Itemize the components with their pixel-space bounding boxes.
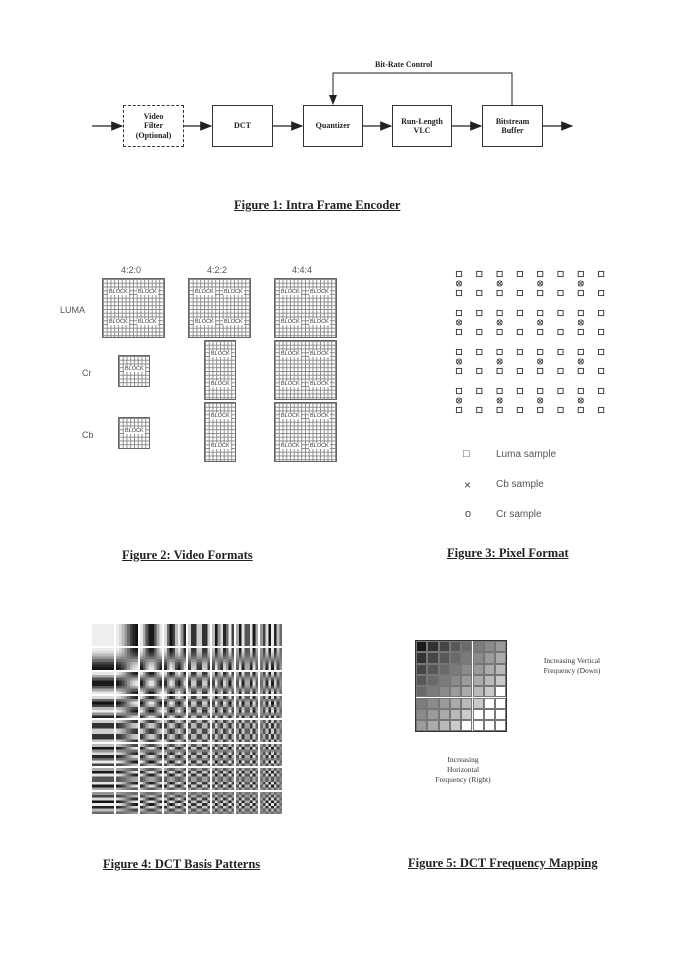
horizontal-frequency-label: Increasing Horizontal Frequency (Right) (435, 755, 491, 784)
dct-basis-tile (260, 720, 282, 742)
luma-sample-marker (578, 271, 583, 276)
frequency-cell (450, 664, 461, 675)
luma-sample-marker (456, 349, 461, 354)
dct-basis-tile (116, 672, 138, 694)
cr-422-grid (204, 340, 236, 400)
dct-basis-pattern-grid (92, 624, 284, 818)
block-label: BLOCK (281, 381, 300, 387)
figure-1-caption: Figure 1: Intra Frame Encoder (234, 198, 401, 212)
frequency-cell (416, 652, 427, 663)
luma-sample-marker (517, 329, 522, 334)
luma-sample-marker (599, 388, 604, 393)
luma-sample-marker (599, 290, 604, 295)
pixel-sample-grid (440, 260, 620, 420)
cr-legend-label: Cr sample (496, 509, 542, 520)
block-label: BLOCK (125, 366, 144, 372)
bitstream-buffer-block: Bitstream Buffer (482, 105, 543, 147)
frequency-cell (495, 686, 506, 697)
block-label: BLOCK (211, 381, 230, 387)
frequency-cell (461, 652, 472, 663)
chroma-sample-marker (538, 359, 543, 364)
cb-444-grid (274, 402, 337, 462)
chroma-sample-marker (497, 320, 502, 325)
frequency-cell (461, 686, 472, 697)
frequency-cell (450, 709, 461, 720)
cb-422-grid (204, 402, 236, 462)
luma-sample-marker (517, 349, 522, 354)
frequency-cell (495, 698, 506, 709)
dct-basis-tile (116, 744, 138, 766)
bit-rate-feedback-arrow (333, 73, 512, 106)
dct-basis-tile (188, 648, 210, 670)
luma-sample-marker (578, 388, 583, 393)
block-label: BLOCK (195, 289, 214, 295)
block-label: BLOCK (310, 413, 329, 419)
luma-sample-marker (599, 407, 604, 412)
frequency-cell (473, 720, 484, 731)
luma-sample-marker (497, 271, 502, 276)
row-label-luma: LUMA (60, 305, 86, 315)
luma-sample-marker (497, 368, 502, 373)
video-filter-block: Video Filter (Optional) (123, 105, 184, 147)
dct-basis-tile (188, 744, 210, 766)
luma-444-grid (274, 278, 337, 338)
luma-sample-marker (477, 407, 482, 412)
frequency-cell (484, 641, 495, 652)
luma-sample-marker (477, 388, 482, 393)
luma-sample-marker (599, 329, 604, 334)
block-label: BLOCK (138, 319, 157, 325)
frequency-cell (439, 664, 450, 675)
luma-sample-marker (578, 329, 583, 334)
block-label: BLOCK (211, 443, 230, 449)
luma-sample-marker (538, 271, 543, 276)
frequency-cell (427, 698, 438, 709)
quantizer-block: Quantizer (303, 105, 363, 147)
luma-sample-marker (578, 407, 583, 412)
row-label-cb: Cb (82, 430, 94, 440)
block-label: BLOCK (281, 351, 300, 357)
luma-sample-marker (517, 407, 522, 412)
luma-sample-marker (538, 407, 543, 412)
luma-sample-marker (538, 349, 543, 354)
frequency-cell (484, 686, 495, 697)
frequency-cell (484, 720, 495, 731)
frequency-cell (439, 652, 450, 663)
frequency-cell (484, 675, 495, 686)
luma-sample-marker (456, 329, 461, 334)
luma-sample-marker (456, 368, 461, 373)
dct-basis-tile (92, 792, 114, 814)
luma-sample-marker (558, 388, 563, 393)
dct-basis-tile (92, 672, 114, 694)
dct-basis-tile (140, 672, 162, 694)
luma-sample-marker (456, 290, 461, 295)
luma-sample-marker (477, 349, 482, 354)
luma-sample-marker (497, 388, 502, 393)
luma-sample-marker (517, 271, 522, 276)
dct-basis-tile (236, 696, 258, 718)
frequency-cell (427, 720, 438, 731)
chroma-sample-marker (497, 281, 502, 286)
cr-444-grid (274, 340, 337, 400)
frequency-cell (473, 675, 484, 686)
frequency-cell (495, 709, 506, 720)
figure-4-caption: Figure 4: DCT Basis Patterns (103, 857, 261, 871)
frequency-cell (473, 698, 484, 709)
luma-sample-marker (558, 407, 563, 412)
luma-sample-marker (517, 310, 522, 315)
frequency-cell (427, 686, 438, 697)
dct-basis-tile (116, 648, 138, 670)
block-label: BLOCK (310, 319, 329, 325)
frequency-cell (461, 698, 472, 709)
block-label: BLOCK (211, 351, 230, 357)
luma-sample-marker (558, 329, 563, 334)
frequency-cell (473, 652, 484, 663)
chroma-sample-marker (578, 320, 583, 325)
frequency-cell (461, 720, 472, 731)
luma-sample-marker (456, 310, 461, 315)
frequency-cell (473, 686, 484, 697)
luma-sample-marker (538, 310, 543, 315)
dct-basis-tile (260, 768, 282, 790)
frequency-cell (416, 641, 427, 652)
luma-sample-marker (456, 407, 461, 412)
dct-basis-tile (164, 744, 186, 766)
dct-basis-tile (140, 792, 162, 814)
frequency-cell (495, 664, 506, 675)
luma-422-grid (188, 278, 251, 338)
dct-basis-tile (116, 624, 138, 646)
chroma-sample-marker (497, 398, 502, 403)
frequency-cell (427, 652, 438, 663)
figure-5-caption: Figure 5: DCT Frequency Mapping (408, 856, 598, 870)
luma-sample-marker (477, 368, 482, 373)
dct-basis-tile (92, 624, 114, 646)
luma-sample-marker (517, 388, 522, 393)
block-label: BLOCK (195, 319, 214, 325)
run-length-vlc-block: Run-Length VLC (392, 105, 452, 147)
luma-sample-marker (477, 310, 482, 315)
frequency-cell (450, 652, 461, 663)
frequency-cell (439, 686, 450, 697)
dct-basis-tile (188, 792, 210, 814)
dct-basis-tile (236, 624, 258, 646)
dct-basis-tile (212, 624, 234, 646)
luma-sample-marker (497, 290, 502, 295)
dct-basis-tile (92, 696, 114, 718)
block-label: BLOCK (310, 351, 329, 357)
frequency-cell (484, 652, 495, 663)
figure-3-caption: Figure 3: Pixel Format (447, 546, 569, 560)
luma-sample-marker (477, 290, 482, 295)
frequency-cell (439, 641, 450, 652)
block-label: BLOCK (310, 289, 329, 295)
frequency-cell (416, 675, 427, 686)
dct-basis-tile (140, 648, 162, 670)
block-label: BLOCK (224, 319, 243, 325)
dct-basis-tile (116, 792, 138, 814)
dct-basis-tile (140, 624, 162, 646)
frequency-cell (473, 641, 484, 652)
chroma-sample-marker (538, 398, 543, 403)
frequency-cell (416, 698, 427, 709)
block-label: BLOCK (310, 381, 329, 387)
luma-sample-marker (497, 407, 502, 412)
frequency-cell (461, 641, 472, 652)
frequency-cell (427, 675, 438, 686)
chroma-sample-marker (578, 359, 583, 364)
block-label: BLOCK (310, 443, 329, 449)
luma-sample-marker (599, 310, 604, 315)
dct-basis-tile (188, 696, 210, 718)
luma-sample-marker (578, 368, 583, 373)
dct-basis-tile (188, 672, 210, 694)
luma-sample-marker (599, 349, 604, 354)
format-label-444: 4:4:4 (292, 265, 313, 275)
vertical-frequency-label: Increasing Vertical Frequency (Down) (543, 656, 601, 675)
frequency-cell (416, 664, 427, 675)
block-label: BLOCK (281, 289, 300, 295)
dct-basis-tile (116, 696, 138, 718)
luma-sample-marker (578, 290, 583, 295)
frequency-cell (473, 664, 484, 675)
figure-2-caption: Figure 2: Video Formats (122, 548, 253, 562)
dct-basis-tile (260, 648, 282, 670)
luma-sample-marker (477, 271, 482, 276)
dct-basis-tile (92, 744, 114, 766)
luma-sample-marker (517, 290, 522, 295)
luma-sample-marker (578, 310, 583, 315)
dct-basis-tile (188, 720, 210, 742)
block-label: BLOCK (211, 413, 230, 419)
dct-basis-tile (212, 648, 234, 670)
luma-sample-marker (538, 388, 543, 393)
frequency-cell (473, 709, 484, 720)
luma-sample-marker (497, 310, 502, 315)
dct-basis-tile (116, 768, 138, 790)
luma-sample-marker (538, 329, 543, 334)
block-label: BLOCK (281, 319, 300, 325)
luma-legend-label: Luma sample (496, 449, 557, 460)
dct-basis-tile (212, 744, 234, 766)
cb-legend-symbol: × (464, 478, 472, 492)
dct-basis-tile (212, 720, 234, 742)
frequency-cell (495, 720, 506, 731)
dct-basis-tile (164, 648, 186, 670)
frequency-cell (450, 698, 461, 709)
cb-legend-label: Cb sample (496, 479, 544, 490)
dct-basis-tile (164, 696, 186, 718)
dct-basis-tile (260, 792, 282, 814)
chroma-sample-marker (578, 398, 583, 403)
format-label-420: 4:2:0 (121, 265, 142, 275)
dct-basis-tile (212, 696, 234, 718)
luma-sample-marker (477, 329, 482, 334)
chroma-sample-marker (456, 281, 461, 286)
luma-sample-marker (558, 290, 563, 295)
frequency-cell (416, 709, 427, 720)
frequency-cell (427, 664, 438, 675)
frequency-cell (461, 709, 472, 720)
frequency-cell (495, 652, 506, 663)
frequency-cell (484, 664, 495, 675)
chroma-sample-marker (456, 398, 461, 403)
dct-basis-tile (236, 792, 258, 814)
dct-basis-tile (212, 672, 234, 694)
frequency-cell (427, 709, 438, 720)
block-label: BLOCK (224, 289, 243, 295)
dct-block: DCT (212, 105, 273, 147)
luma-legend-symbol: □ (463, 448, 470, 460)
frequency-cell (427, 641, 438, 652)
block-label: BLOCK (109, 319, 128, 325)
chroma-sample-marker (497, 359, 502, 364)
luma-sample-marker (538, 368, 543, 373)
bit-rate-control-label: Bit-Rate Control (375, 60, 433, 69)
chroma-sample-marker (538, 320, 543, 325)
dct-basis-tile (164, 720, 186, 742)
frequency-mapping-grid (415, 640, 507, 732)
luma-sample-marker (599, 368, 604, 373)
dct-basis-tile (236, 768, 258, 790)
chroma-sample-marker (456, 320, 461, 325)
luma-sample-marker (558, 368, 563, 373)
luma-sample-marker (578, 349, 583, 354)
dct-basis-tile (164, 624, 186, 646)
luma-sample-marker (558, 310, 563, 315)
block-label: BLOCK (125, 428, 144, 434)
dct-basis-tile (260, 696, 282, 718)
luma-sample-marker (497, 329, 502, 334)
dct-basis-tile (236, 672, 258, 694)
frequency-cell (495, 641, 506, 652)
dct-basis-tile (92, 720, 114, 742)
dct-basis-tile (164, 672, 186, 694)
dct-basis-tile (188, 768, 210, 790)
dct-basis-tile (164, 768, 186, 790)
dct-basis-tile (116, 720, 138, 742)
dct-basis-tile (164, 792, 186, 814)
frequency-cell (439, 675, 450, 686)
luma-sample-marker (456, 271, 461, 276)
chroma-sample-marker (456, 359, 461, 364)
chroma-sample-marker (538, 281, 543, 286)
format-label-422: 4:2:2 (207, 265, 228, 275)
block-label: BLOCK (109, 289, 128, 295)
chroma-sample-marker (578, 281, 583, 286)
luma-sample-marker (558, 271, 563, 276)
dct-basis-tile (236, 648, 258, 670)
dct-basis-tile (236, 744, 258, 766)
luma-sample-marker (517, 368, 522, 373)
frequency-cell (416, 686, 427, 697)
luma-sample-marker (538, 290, 543, 295)
frequency-cell (439, 720, 450, 731)
frequency-cell (461, 675, 472, 686)
dct-basis-tile (92, 768, 114, 790)
frequency-cell (416, 720, 427, 731)
luma-sample-marker (456, 388, 461, 393)
dct-basis-tile (212, 768, 234, 790)
frequency-cell (484, 698, 495, 709)
dct-basis-tile (140, 696, 162, 718)
frequency-cell (495, 675, 506, 686)
frequency-cell (450, 675, 461, 686)
row-label-cr: Cr (82, 368, 92, 378)
block-label: BLOCK (281, 413, 300, 419)
frequency-cell (484, 709, 495, 720)
frequency-cell (461, 664, 472, 675)
frequency-cell (439, 698, 450, 709)
dct-basis-tile (236, 720, 258, 742)
dct-basis-tile (188, 624, 210, 646)
dct-basis-tile (212, 792, 234, 814)
dct-basis-tile (260, 744, 282, 766)
cr-legend-symbol: o (465, 508, 472, 520)
luma-sample-marker (558, 349, 563, 354)
dct-basis-tile (140, 744, 162, 766)
luma-sample-marker (497, 349, 502, 354)
dct-basis-tile (92, 648, 114, 670)
block-label: BLOCK (138, 289, 157, 295)
luma-420-grid (102, 278, 165, 338)
frequency-cell (439, 709, 450, 720)
frequency-cell (450, 686, 461, 697)
dct-basis-tile (260, 624, 282, 646)
dct-basis-tile (140, 720, 162, 742)
frequency-cell (450, 720, 461, 731)
dct-basis-tile (140, 768, 162, 790)
luma-sample-marker (599, 271, 604, 276)
block-label: BLOCK (281, 443, 300, 449)
dct-basis-tile (260, 672, 282, 694)
frequency-cell (450, 641, 461, 652)
